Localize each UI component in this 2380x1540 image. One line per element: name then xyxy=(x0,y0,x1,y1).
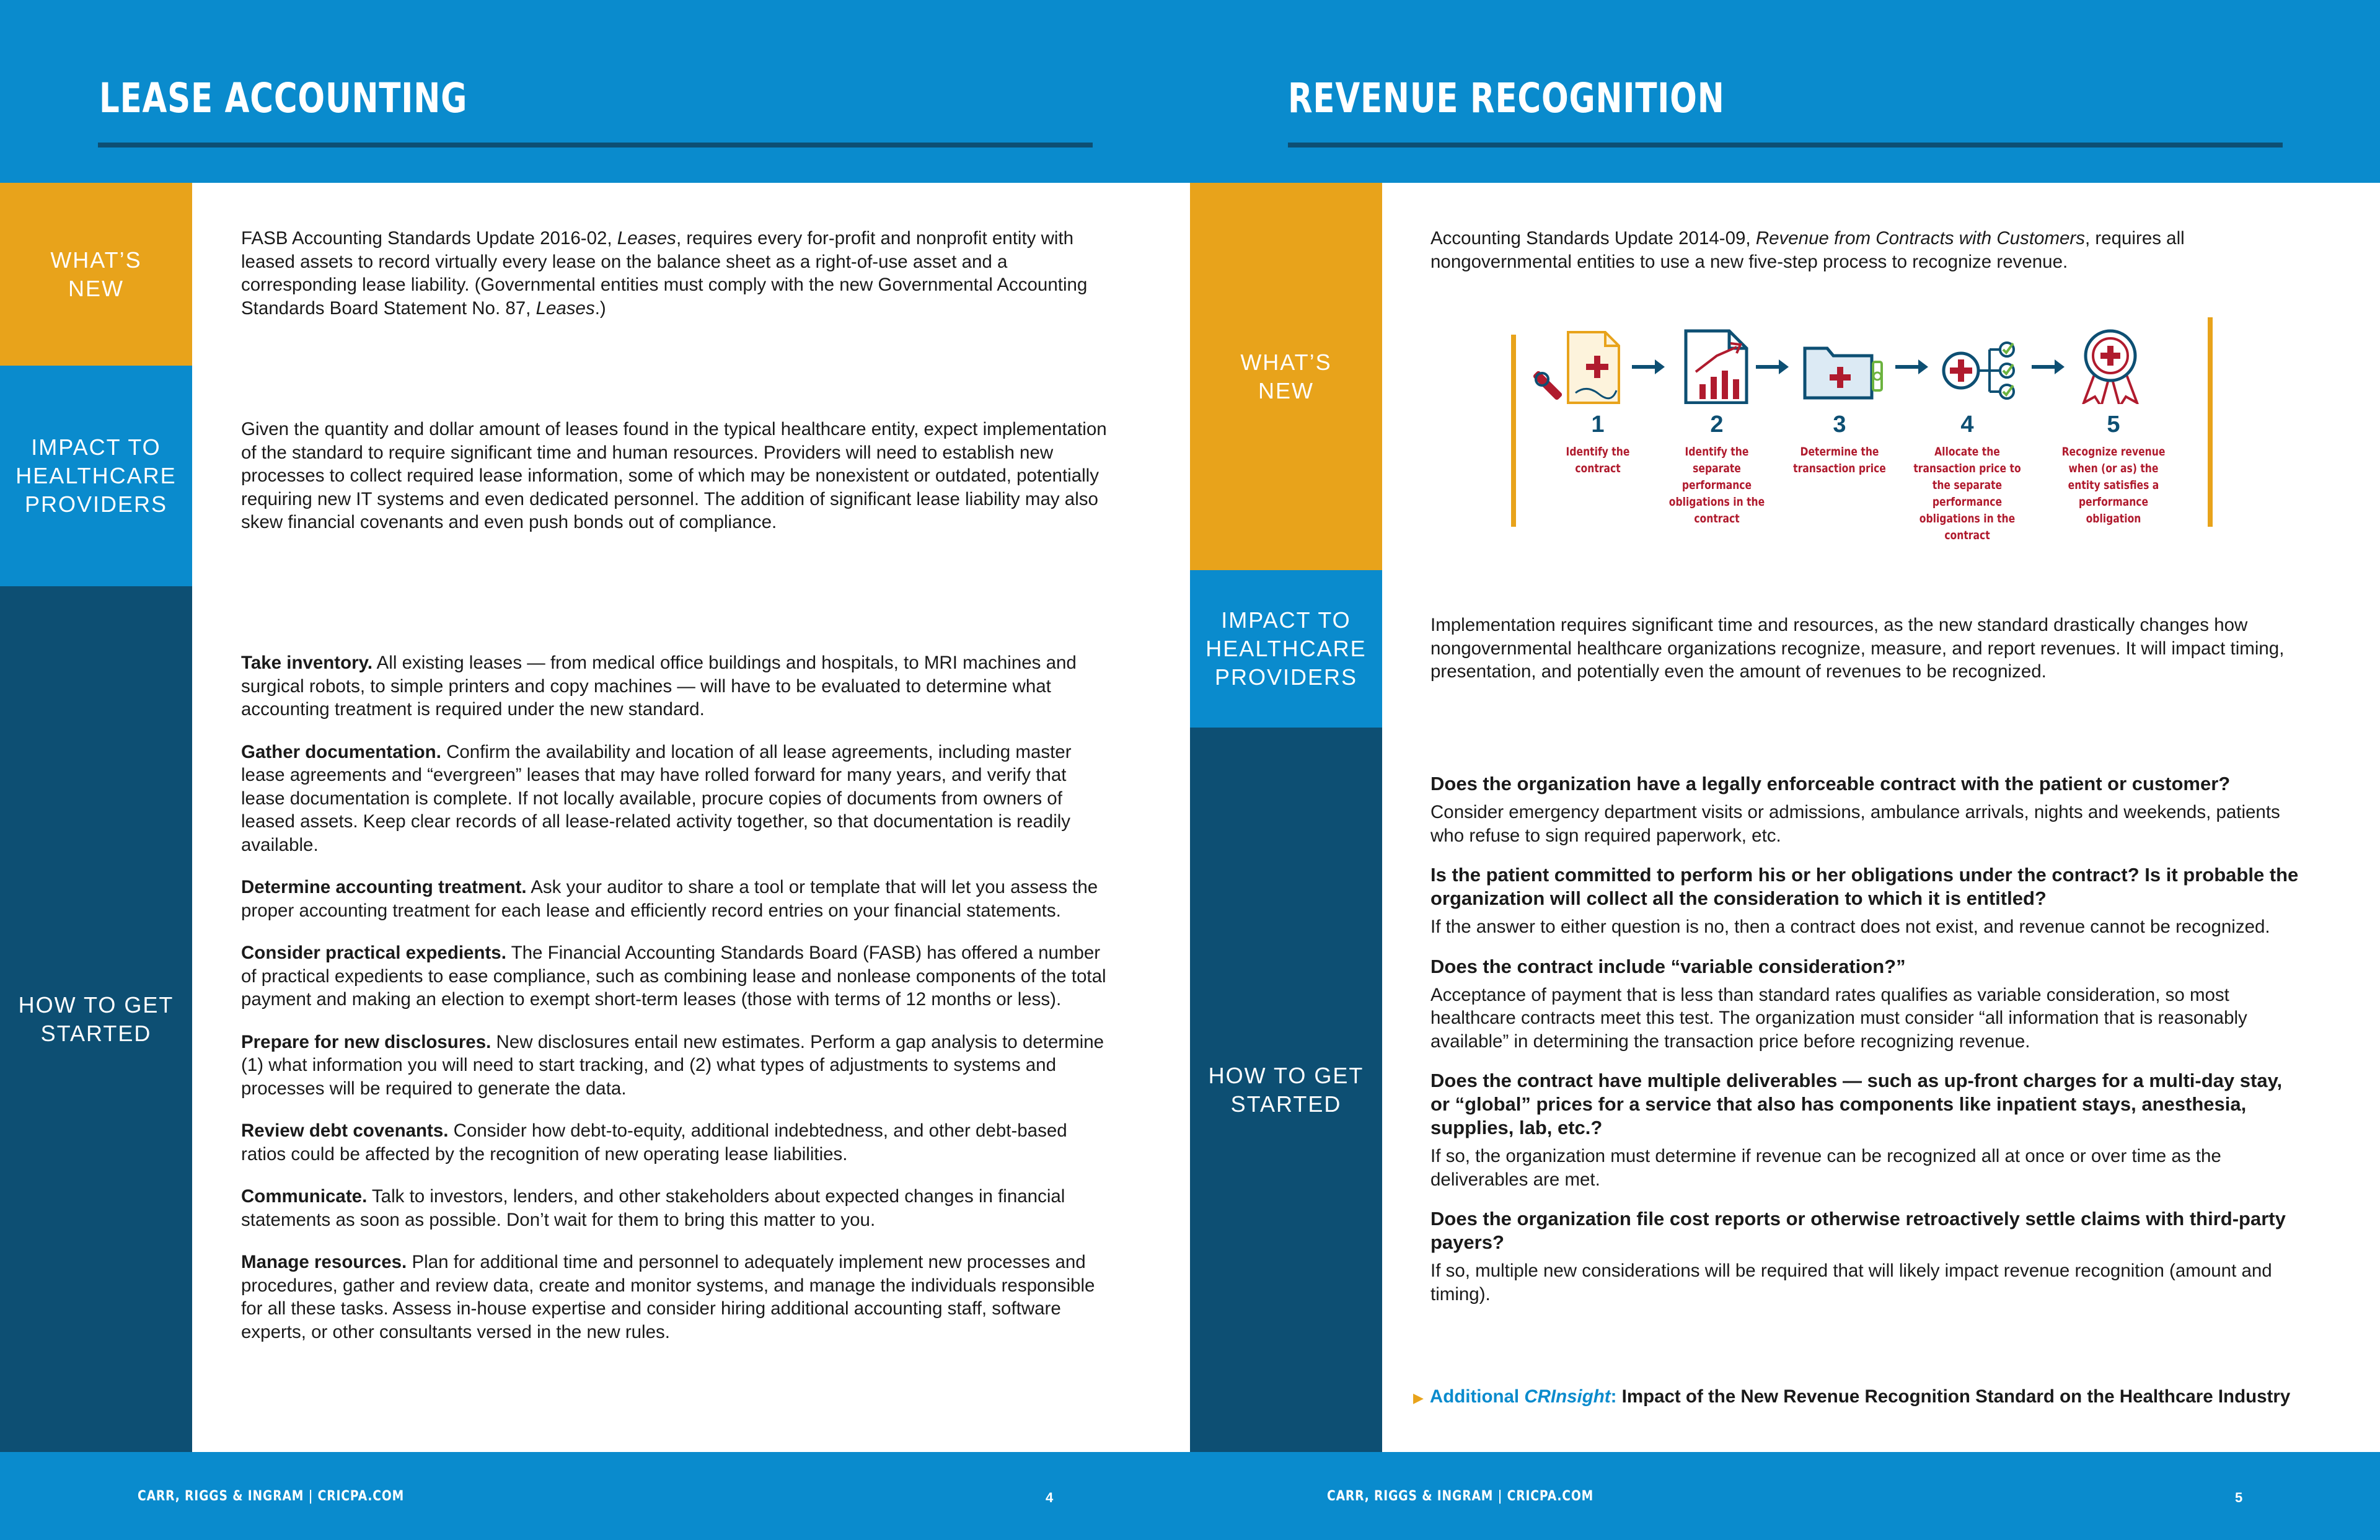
five-step-process xyxy=(1506,317,2219,542)
folder-cash-icon xyxy=(1805,348,1882,398)
answer: Consider emergency department visits or admissions, ambulance arrivals, nights and weekends, patients who refuse to sign required paperwork, etc. xyxy=(1430,802,2280,846)
step-label: Identify the separate performance obligations in the contract xyxy=(1668,445,1765,526)
impact-text-right: Implementation requires significant time and resources, as the new standard drastically changes how nongovernmental healthcare organizations recognize, measure, and report revenues. It will impact timing, presentation, and potentially even the amount of revenues to be recognized. xyxy=(1430,615,2285,682)
whats-new-text-left: FASB Accounting Standards Update 2016-02, Leases, requires every for-profit and nonprofit entity with leased assets to record virtually every lease on the balance sheet as a right-of-use asset and a corresponding lease liability. (Governmental entities must comply with the new Governmental Accounting Standards Board Statement No. 87, Leases.) xyxy=(241,228,1088,319)
section-label-whats-new-left: WHAT’S NEW xyxy=(0,183,192,366)
process-icons xyxy=(1506,317,2219,404)
answer: If so, the organization must determine if revenue can be recognized all at once or over time as the deliverables are met. xyxy=(1430,1146,2221,1190)
document-chart-icon xyxy=(1686,331,1747,403)
play-arrow-icon: ▶ xyxy=(1413,1390,1424,1406)
title-rule-left xyxy=(98,143,1093,147)
get-started-list-left xyxy=(241,651,1115,1363)
step-label: Identify the contract xyxy=(1566,445,1630,475)
page-title-right: REVENUE RECOGNITION xyxy=(1288,74,1725,122)
list-item: Manage resources. Plan for additional time and personnel to adequately implement new processes and procedures, gather and review data, create and monitor systems, and manage the individuals responsible for all these tasks. Assess in-house expertise and consider hiring additional accounting staff, software experts, or other consultants versed in the new rules. xyxy=(241,1252,1095,1342)
page-number-right: 5 xyxy=(2235,1490,2243,1505)
answer: Acceptance of payment that is less than standard rates qualifies as variable consideration, so most healthcare contracts meet this test. The organization must consider “all information that is reasonably available” in determining the transaction price before recognizing revenue. xyxy=(1430,984,2247,1052)
list-item: Take inventory. All existing leases — from medical office buildings and hospitals, to MRI machines and surgical robots, to simple printers and copy machines — will have to be evaluated to determine what accounting treatment is required under the new standard. xyxy=(241,653,1077,719)
list-item: Communicate. Talk to investors, lenders, and other stakeholders about expected changes in financial statements as soon as possible. Don’t wait for them to bring this matter to you. xyxy=(241,1186,1065,1230)
answer: If so, multiple new considerations will be required that will likely impact revenue recognition (amount and timing). xyxy=(1430,1261,2272,1305)
section-label-whats-new-right: WHAT’S NEW xyxy=(1190,183,1382,570)
page-title-left: LEASE ACCOUNTING xyxy=(99,74,468,122)
title-rule-right xyxy=(1288,143,2283,147)
section-label-impact-right: IMPACT TO HEALTHCARE PROVIDERS xyxy=(1190,570,1382,728)
answer: If the answer to either question is no, then a contract does not exist, and revenue cannot be recognized. xyxy=(1430,917,2270,937)
list-item: Review debt covenants. Consider how debt-to-equity, additional indebtedness, and other debt-based ratios could be affected by the recognition of new operating lease liabilities. xyxy=(241,1120,1067,1164)
step-label: Determine the transaction price xyxy=(1793,445,1886,475)
list-item: Determine accounting treatment. Ask your auditor to share a tool or template that will let you assess the proper accounting treatment for each lease and efficiently record entries on your financial statements. xyxy=(241,877,1098,921)
question: Does the organization file cost reports or otherwise retroactively settle claims with third-party payers? xyxy=(1430,1208,2286,1253)
get-started-questions-right xyxy=(1430,772,2304,1322)
footer-brand-left: CARR, RIGGS & INGRAM | CRICPA.COM xyxy=(138,1489,405,1504)
step-number: 4 xyxy=(1960,411,1974,438)
section-label-impact-left: IMPACT TO HEALTHCARE PROVIDERS xyxy=(0,366,192,586)
step-number: 1 xyxy=(1591,411,1605,438)
section-label-get-started-left: HOW TO GET STARTED xyxy=(0,586,192,1452)
question: Does the contract have multiple deliverables — such as up-front charges for a multi-day stay, or “global” prices for a service that also has components like inpatient stays, anesthesia, supplies, lab, etc.? xyxy=(1430,1070,2283,1138)
section-label-get-started-right: HOW TO GET STARTED xyxy=(1190,728,1382,1452)
step-label: Recognize revenue when (or as) the entity satisfies a performance obligation xyxy=(2061,445,2166,526)
question: Does the organization have a legally enforceable contract with the patient or customer? xyxy=(1430,773,2231,794)
impact-text-left: Given the quantity and dollar amount of leases found in the typical healthcare entity, expect implementation of the standard to require significant time and human resources. Providers will need to establish new processes to collect required lease information, some of which may be nonexistent or outdated, potentially requiring new IT systems and even dedicated personnel. The addition of significant lease liability may also skew financial covenants and even push bonds out of compliance. xyxy=(241,419,1107,532)
page-number-left: 4 xyxy=(1046,1490,1054,1505)
list-item: Consider practical expedients. The Financial Accounting Standards Board (FASB) has offered a number of practical expedients to ease compliance, such as combining lease and nonlease components of the total payment and making an election to exempt short-term leases (those with terms of 12 months or less). xyxy=(241,943,1106,1010)
allocation-checklist-icon xyxy=(1944,343,2014,398)
whats-new-text-right: Accounting Standards Update 2014-09, Revenue from Contracts with Customers, requires all nongovernmental entities to use a new five-step process to recognize revenue. xyxy=(1430,228,2185,272)
list-item: Gather documentation. Confirm the availability and location of all lease agreements, including master lease agreements and “evergreen” leases that may have rolled forward for many years, and verify that lease documentation is complete. If not locally available, procure copies of documents from owners of leased assets. Keep clear records of all lease-related activity together, so that documentation is readily available. xyxy=(241,741,1072,855)
step-label: Allocate the transaction price to the separate performance obligations in the contract xyxy=(1913,445,2021,542)
award-ribbon-icon xyxy=(2084,331,2137,404)
footer-brand-right: CARR, RIGGS & INGRAM | CRICPA.COM xyxy=(1327,1489,1594,1504)
step-number: 3 xyxy=(1833,411,1846,438)
list-item: Prepare for new disclosures. New disclosures entail new estimates. Perform a gap analysis to determine (1) what information you will need to start tracking, and (2) what types of adjustments to systems and processes will be required to generate the data. xyxy=(241,1031,1104,1099)
step-number: 2 xyxy=(1710,411,1724,438)
question: Is the patient committed to perform his or her obligations under the contract? Is it probable the organization will collect all the consideration to which it is entitled? xyxy=(1430,864,2299,909)
crinsight-link[interactable]: ▶ Additional CRInsight: Impact of the New Revenue Recognition Standard on the Healthcare Industry xyxy=(1413,1386,2291,1407)
question: Does the contract include “variable consideration?” xyxy=(1430,955,1906,977)
step-number: 5 xyxy=(2107,411,2120,438)
contract-pen-icon xyxy=(1532,332,1619,403)
